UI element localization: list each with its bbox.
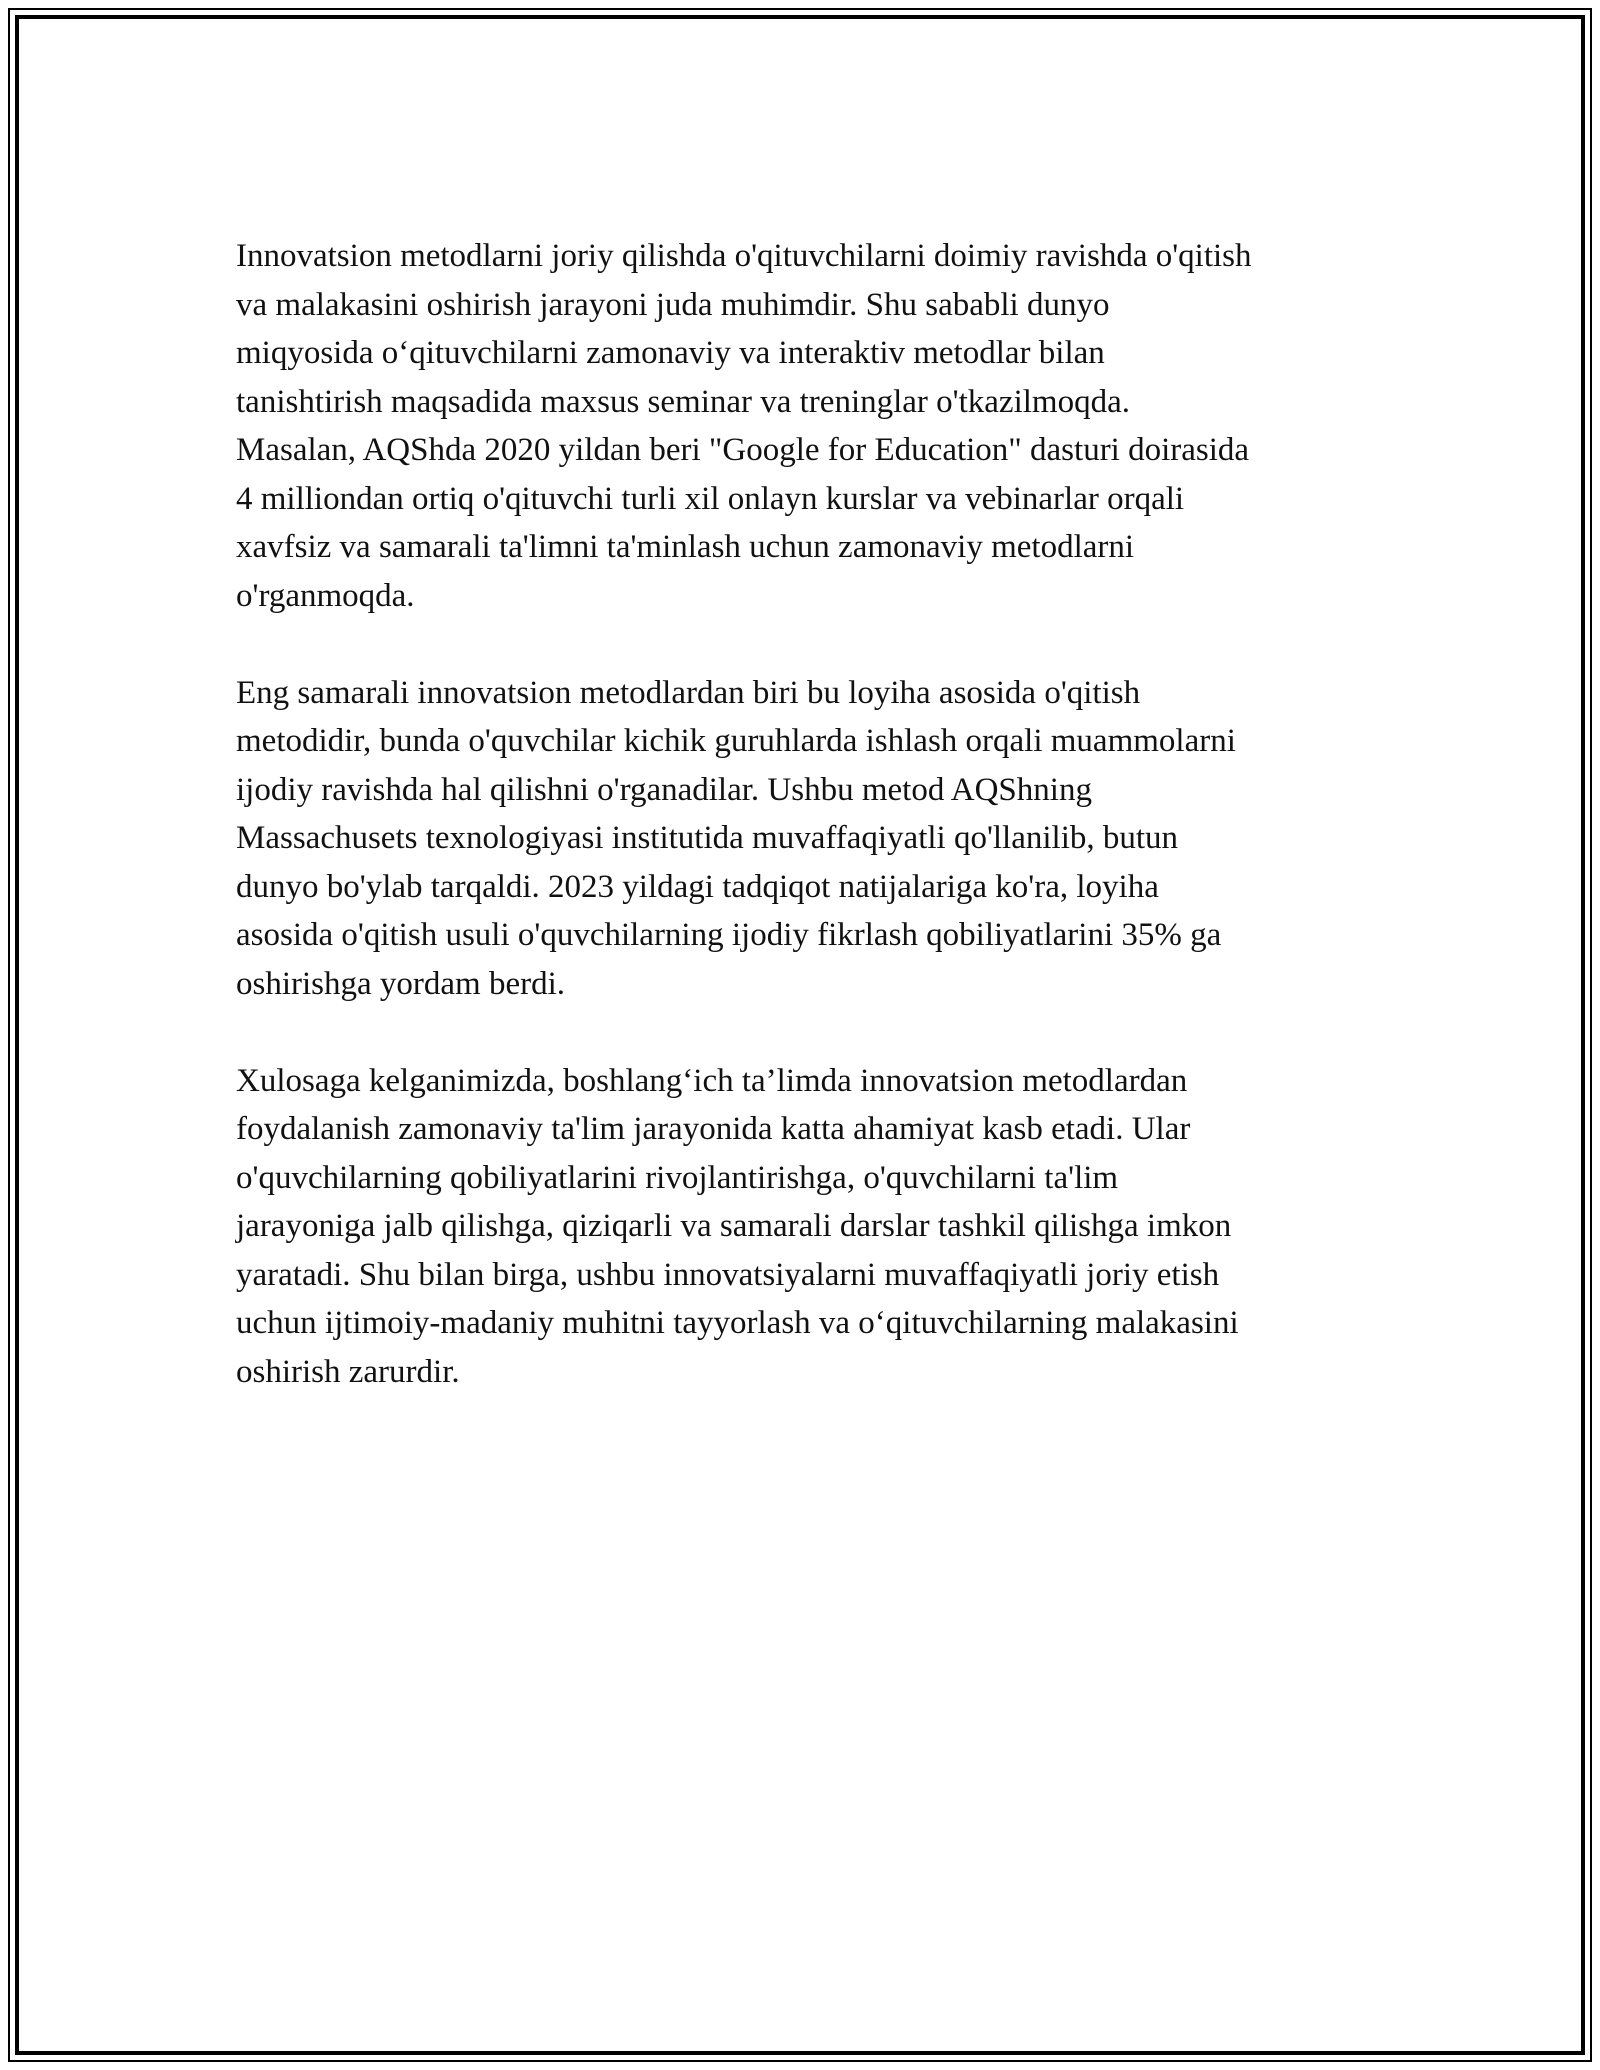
paragraph-conclusion: Xulosaga kelganimizda, boshlang‘ich ta’limda innovatsion metodlardan foydalanish zamonaviy ta'lim jarayonida katta ahamiyat kasb etadi. Ular o'quvchilarning qobiliyatlarini rivojlantirishga, o'quvchilarni ta'lim jarayoniga jalb qilishga, qiziqarli va samarali darslar tashkil qilishga imkon yaratadi. Shu bilan birga, ushbu innovatsiyalarni muvaffaqiyatli joriy etish uchun ijtimoiy-madaniy muhitni tayyorlash va o‘qituvchilarning malakasini oshirish zarurdir.	[236, 1062, 1239, 1390]
document-body	[236, 232, 1368, 1445]
paragraph-teacher-training: Innovatsion metodlarni joriy qilishda o'qituvchilarni doimiy ravishda o'qitish va malakasini oshirish jarayoni juda muhimdir. Shu sababli dunyo miqyosida o‘qituvchilarni zamonaviy va interaktiv metodlar bilan tanishtirish maqsadida maxsus seminar va treninglar o'tkazilmoqda. Masalan, AQShda 2020 yildan beri "Google for Education" dasturi doirasida 4 milliondan ortiq o'qituvchi turli xil onlayn kurslar va vebinarlar orqali xavfsiz va samarali ta'limni ta'minlash uchun zamonaviy metodlarni o'rganmoqda.	[236, 238, 1252, 614]
paragraph-project-based-learning: Eng samarali innovatsion metodlardan biri bu loyiha asosida o'qitish metodidir, bunda o'quvchilar kichik guruhlarda ishlash orqali muammolarni ijodiy ravishda hal qilishni o'rganadilar. Ushbu metod AQShning Massachusets texnologiyasi institutida muvaffaqiyatli qo'llanilib, butun dunyo bo'ylab tarqaldi. 2023 yildagi tadqiqot natijalariga ko'ra, loyiha asosida o'qitish usuli o'quvchilarning ijodiy fikrlash qobiliyatlarini 35% ga oshirishga yordam berdi.	[236, 674, 1236, 1002]
